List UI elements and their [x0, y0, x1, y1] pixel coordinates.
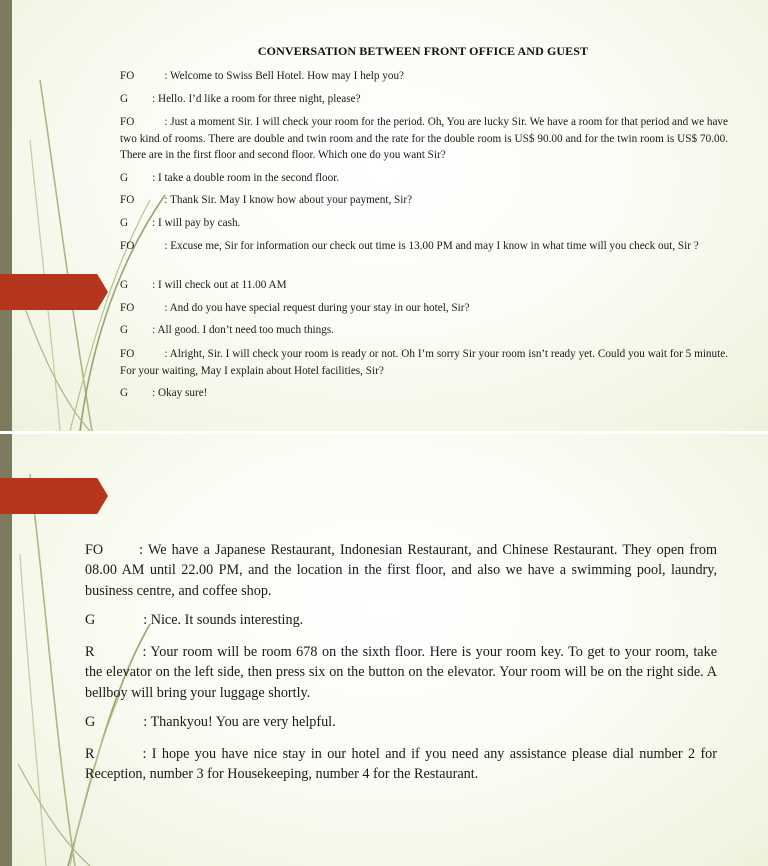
page-title: CONVERSATION BETWEEN FRONT OFFICE AND GUEST: [257, 44, 589, 58]
dialogue-line: FO : We have a Japanese Restaurant, Indonesian Restaurant, and Chinese Restaurant. They open from 08.00 AM until 22.00 PM, and the location in the first floor, and also we have a swimming pool, laundry, business centre, and coffee shop.: [85, 542, 717, 599]
dialogue-line: FO : And do you have special request during your stay in our hotel, Sir?: [120, 302, 470, 314]
dialogue-line: G : Thankyou! You are very helpful.: [85, 714, 336, 730]
dialogue-line: G : All good. I don’t need too much things.: [120, 324, 334, 336]
dialogue-line: FO : Welcome to Swiss Bell Hotel. How may I help you?: [120, 70, 405, 82]
dialogue-line: FO : Just a moment Sir. I will check your room for the period. Oh, You are lucky Sir. We have a room for that period and we have two kind of rooms. There are double and twin room and the rate for the double room is US$ 90.00 and for the twin room is US$ 70.00. There are in the first floor and second floor. Which one do you want Sir?: [120, 116, 728, 161]
accent-tab: [0, 478, 108, 514]
dialogue-line: G : Nice. It sounds interesting.: [85, 612, 304, 628]
dialogue-line: G : I will pay by cash.: [120, 217, 241, 229]
dialogue-line: G : Hello. I’d like a room for three night, please?: [120, 93, 361, 105]
dialogue-line: FO : Thank Sir. May I know how about your payment, Sir?: [120, 194, 413, 206]
dialogue-line: G : I will check out at 11.00 AM: [120, 279, 287, 291]
slide-2: [0, 434, 768, 866]
slide-1: [0, 0, 768, 431]
accent-tab: [0, 274, 108, 310]
dialogue-line: G : I take a double room in the second floor.: [120, 172, 340, 184]
dialogue-line: R : I hope you have nice stay in our hotel and if you need any assistance please dial number 2 for Reception, number 3 for Housekeeping, number 4 for the Restaurant.: [85, 746, 717, 783]
dialogue-line: R : Your room will be room 678 on the sixth floor. Here is your room key. To get to your room, take the elevator on the left side, then press six on the button on the elevator. Your room will be on the right side. A bellboy will bring your luggage shortly.: [85, 644, 717, 701]
dialogue-line: FO : Alright, Sir. I will check your room is ready or not. Oh I’m sorry Sir your room isn’t ready yet. Could you wait for 5 minute. For your waiting, May I explain about Hotel facilities, Sir?: [120, 348, 728, 377]
dialogue-line: G : Okay sure!: [120, 387, 208, 399]
dialogue-line: FO : Excuse me, Sir for information our check out time is 13.00 PM and may I know in what time will you check out, Sir ?: [120, 240, 699, 252]
